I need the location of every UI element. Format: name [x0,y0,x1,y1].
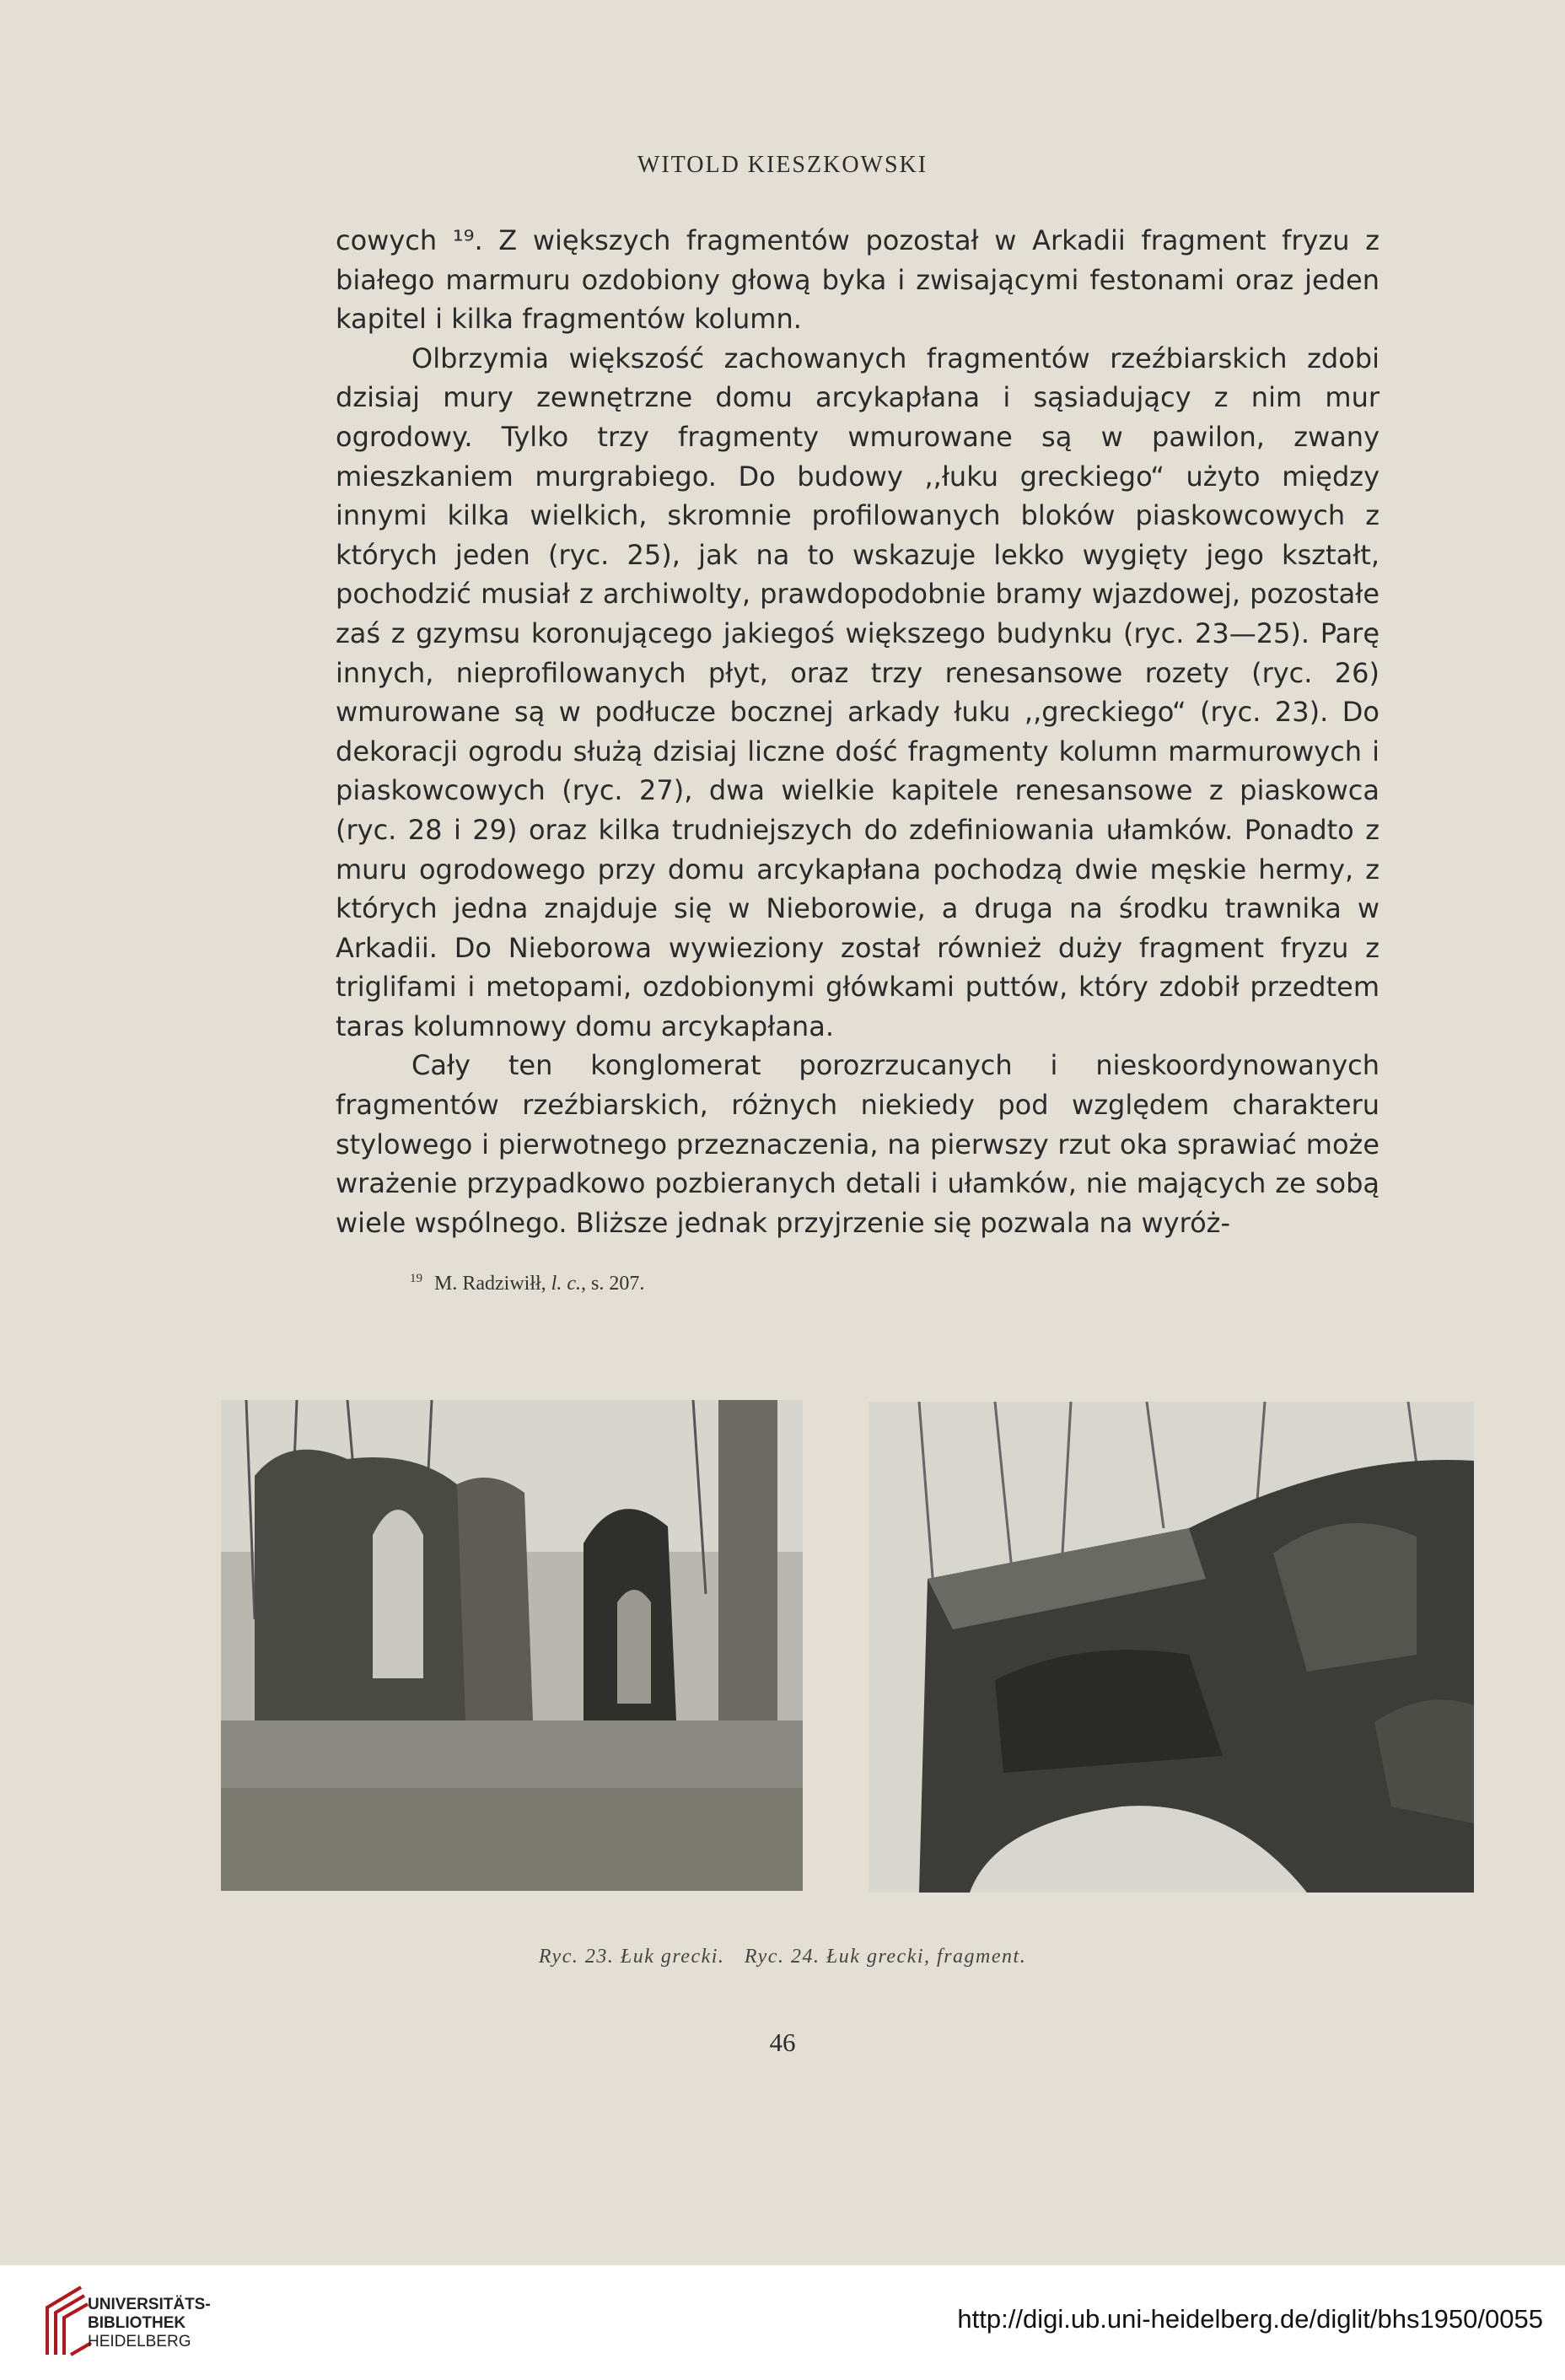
footnote-number: 19 [410,1272,422,1285]
footnote-page: s. 207. [590,1273,645,1295]
paragraph-1: cowych ¹⁹. Z większych fragmentów pozostał w Arkadii fragment fryzu z białego marmuru ozdobiony głową byka i zwisającymi festonami oraz jeden kapitel i kilka fragmentów kolumn. [336,224,1379,336]
figure-captions [0,1946,1565,1968]
running-head: WITOLD KIESZKOWSKI [637,152,928,178]
footnote [410,1272,644,1295]
photo-greek-arch-fragment [869,1402,1474,1893]
library-name-line-3: HEIDELBERG [88,2333,191,2350]
library-name-line-1: UNIVERSITÄTS- [88,2296,211,2313]
footer-bar [0,2265,1565,2380]
library-name-line-2: BIBLIOTHEK [88,2314,186,2332]
paragraph-3: Cały ten konglomerat porozrzucanych i nieskoordynowanych fragmentów rzeźbiarskich, różnych niekiedy pod względem charakteru stylowego i pierwotnego przeznaczenia, na pierwszy rzut oka sprawiać może wrażenie przypadkowo pozbieranych detali i ułamków, nie mających ze sobą wiele wspólnego. Bliższe jednak przyjrzenie się pozwala na wyróż- [336,1049,1379,1239]
footnote-author: M. Radziwiłł, [434,1273,546,1295]
paragraph-2: Olbrzymia większość zachowanych fragmentów rzeźbiarskich zdobi dzisiaj mury zewnętrzne domu arcykapłana i sąsiadujący z nim mur ogrodowy. Tylko trzy fragmenty wmurowane są w pawilon, zwany mieszkaniem murgrabiego. Do budowy ,,łuku greckiego“ użyto między innymi kilka wielkich, skromnie profilowanych bloków piaskowcowych z których jeden (ryc. 25), jak na to wskazuje lekko wygięty jego kształt, pochodzić musiał z archiwolty, prawdopodobnie bramy wjazdowej, pozostałe zaś z gzymsu koronującego jakiegoś większego budynku (ryc. 23—25). Parę innych, nieprofilowanych płyt, oraz trzy renesansowe rozety (ryc. 26) wmurowane są w podłucze bocznej arkady łuku ,,greckiego“ (ryc. 23). Do dekoracji ogrodu służą dzisiaj liczne dość fragmenty kolumn marmurowych i piaskowcowych (ryc. 27), dwa wielkie kapitele renesansowe z piaskowca (ryc. 28 i 29) oraz kilka trudniejszych do zdefiniowania ułamków. Ponadto z muru ogrodowego przy domu arcykapłana pochodzą dwie męskie hermy, z których jedna znajduje się w Nieborowie, a druga na środku trawnika w Arkadii. Do Nieborowa wywieziony został również duży fragment fryzu z triglifami i metopami, ozdobionymi główkami puttów, który zdobił przedtem taras kolumnowy domu arcykapłana. [336,342,1379,1042]
caption-fig-24: Ryc. 24. Łuk grecki, fragment. [744,1946,1027,1968]
source-url-link[interactable]: http://digi.ub.uni-heidelberg.de/diglit/bhs1950/0055 [957,2304,1543,2334]
photo-greek-arch [221,1400,803,1891]
footnote-ref: l. c., [551,1273,586,1295]
caption-fig-23: Ryc. 23. Łuk grecki. [538,1946,725,1968]
body-text [336,221,1379,1242]
library-name [88,2296,211,2351]
page-number: 46 [769,2027,796,2057]
